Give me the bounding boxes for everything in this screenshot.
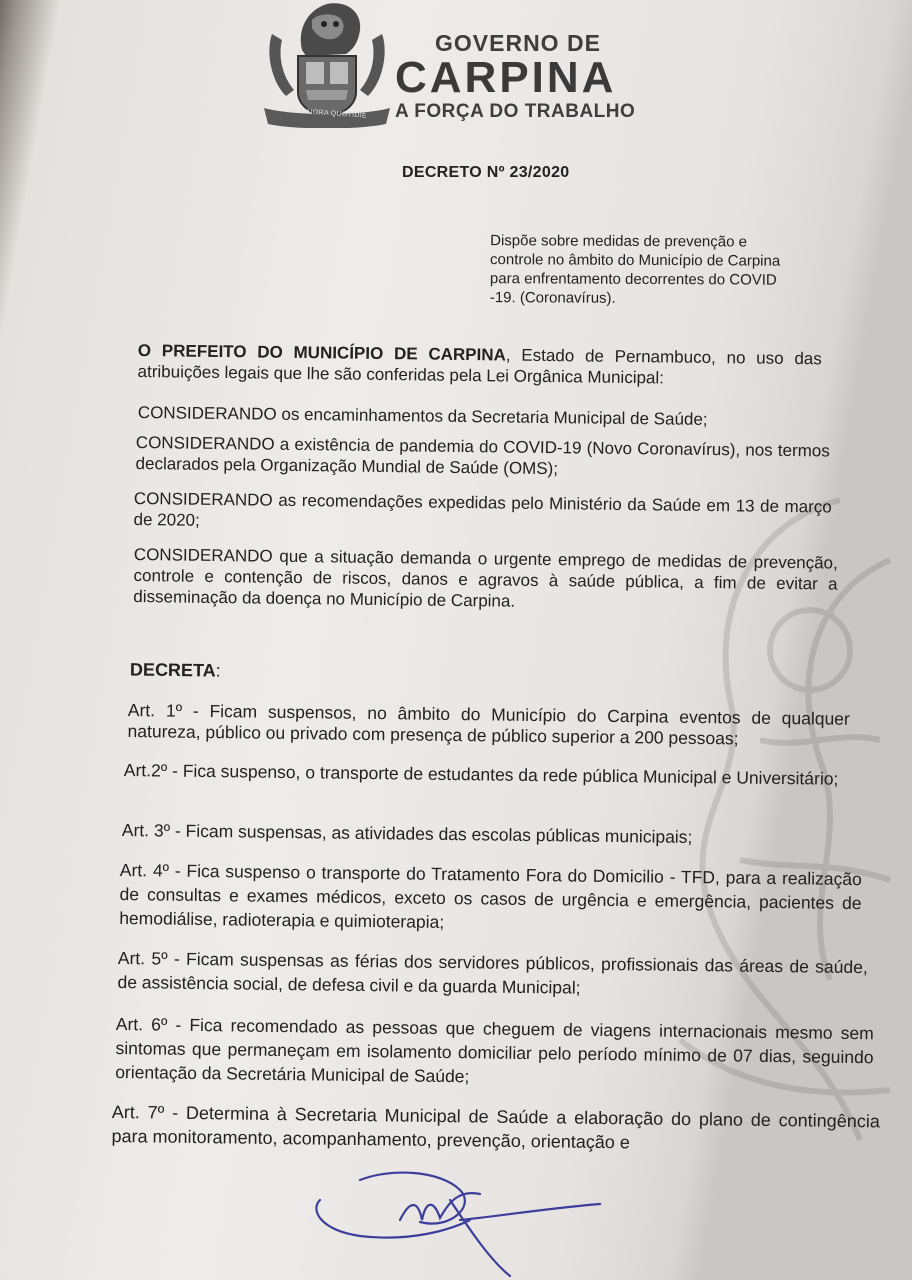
article-1: Art. 1º - Ficam suspensos, no âmbito do Município do Carpina eventos de qualquer natureza, público ou privado com presença de público superior a 200 pessoas; xyxy=(127,700,850,749)
brand-sub: A FORÇA DO TRABALHO xyxy=(395,101,636,122)
article-6: Art. 6º - Fica recomendado as pessoas que cheguem de viagens internacionais mesmo sem sintomas que permaneçam em isolamento domiciliar pelo período mínimo de 07 dias, seguindo orientação da Secretária Municipal de Saúde; xyxy=(115,1013,874,1087)
signature-icon xyxy=(300,1160,620,1280)
decree-title: DECRETO Nº 23/2020 xyxy=(402,164,570,181)
preamble xyxy=(137,340,821,390)
considerando-1: CONSIDERANDO os encaminhamentos da Secretaria Municipal de Saúde; xyxy=(137,402,708,429)
decreta-word: DECRETA xyxy=(129,659,216,681)
considerando-3: CONSIDERANDO as recomendações expedidas pelo Ministério da Saúde em 13 de março de 2020; xyxy=(133,488,832,530)
preamble-authority: O PREFEITO DO MUNICÍPIO DE CARPINA xyxy=(137,340,506,365)
brand-top: GOVERNO DE xyxy=(435,30,601,56)
decreta-heading xyxy=(130,659,221,681)
considerando-2: CONSIDERANDO a existência de pandemia do COVID-19 (Novo Coronavírus), nos termos declarados pela Organização Mundial de Saúde (OMS); xyxy=(135,432,830,479)
summary-line: para enfrentamento decorrentes do COVID xyxy=(489,270,777,289)
considerando-4: CONSIDERANDO que a situação demanda o urgente emprego de medidas de prevenção, controle e contenção de riscos, danos e agravos à saúde pública, a fim de evitar a disseminação da doença no Município de Carpina. xyxy=(133,544,838,611)
summary-line: -19. (Coronavírus). xyxy=(489,289,616,307)
article-3: Art. 3º - Ficam suspensas, as atividades das escolas públicas municipais; xyxy=(121,820,693,847)
brand-main: CARPINA xyxy=(395,53,617,102)
summary-line: Dispõe sobre medidas de prevenção e xyxy=(490,232,748,251)
seal-motto: AD MAIORA QUOTIDIE xyxy=(286,107,368,120)
decreta-colon: : xyxy=(215,660,221,681)
article-7: Art. 7º - Determina à Secretaria Municipal de Saúde a elaboração do plano de contingência para monitoramento, acompanhamento, prevenção, orientação e xyxy=(111,1101,880,1153)
brand-block xyxy=(395,30,635,123)
article-2: Art.2º - Fica suspenso, o transporte de estudantes da rede pública Municipal e Universitário; xyxy=(123,760,839,789)
preamble-text: , Estado de Pernambuco, no uso das atribuições legais que lhe são conferidas pela Lei Orgânica Municipal: xyxy=(137,345,822,388)
article-4: Art. 4º - Fica suspenso o transporte do Tratamento Fora do Domicilio - TFD, para a realização de consultas e exames médicos, exceto os casos de urgência e emergência, pacientes de hemodiálise, radioterapia e quimioterapia; xyxy=(119,859,862,932)
article-5: Art. 5º - Ficam suspensas as férias dos servidores públicos, profissionais das áreas de saúde, de assistência social, de defesa civil e da guarda Municipal; xyxy=(117,947,868,998)
summary-line: controle no âmbito do Município de Carpina xyxy=(490,251,781,270)
decree-summary xyxy=(490,231,816,309)
